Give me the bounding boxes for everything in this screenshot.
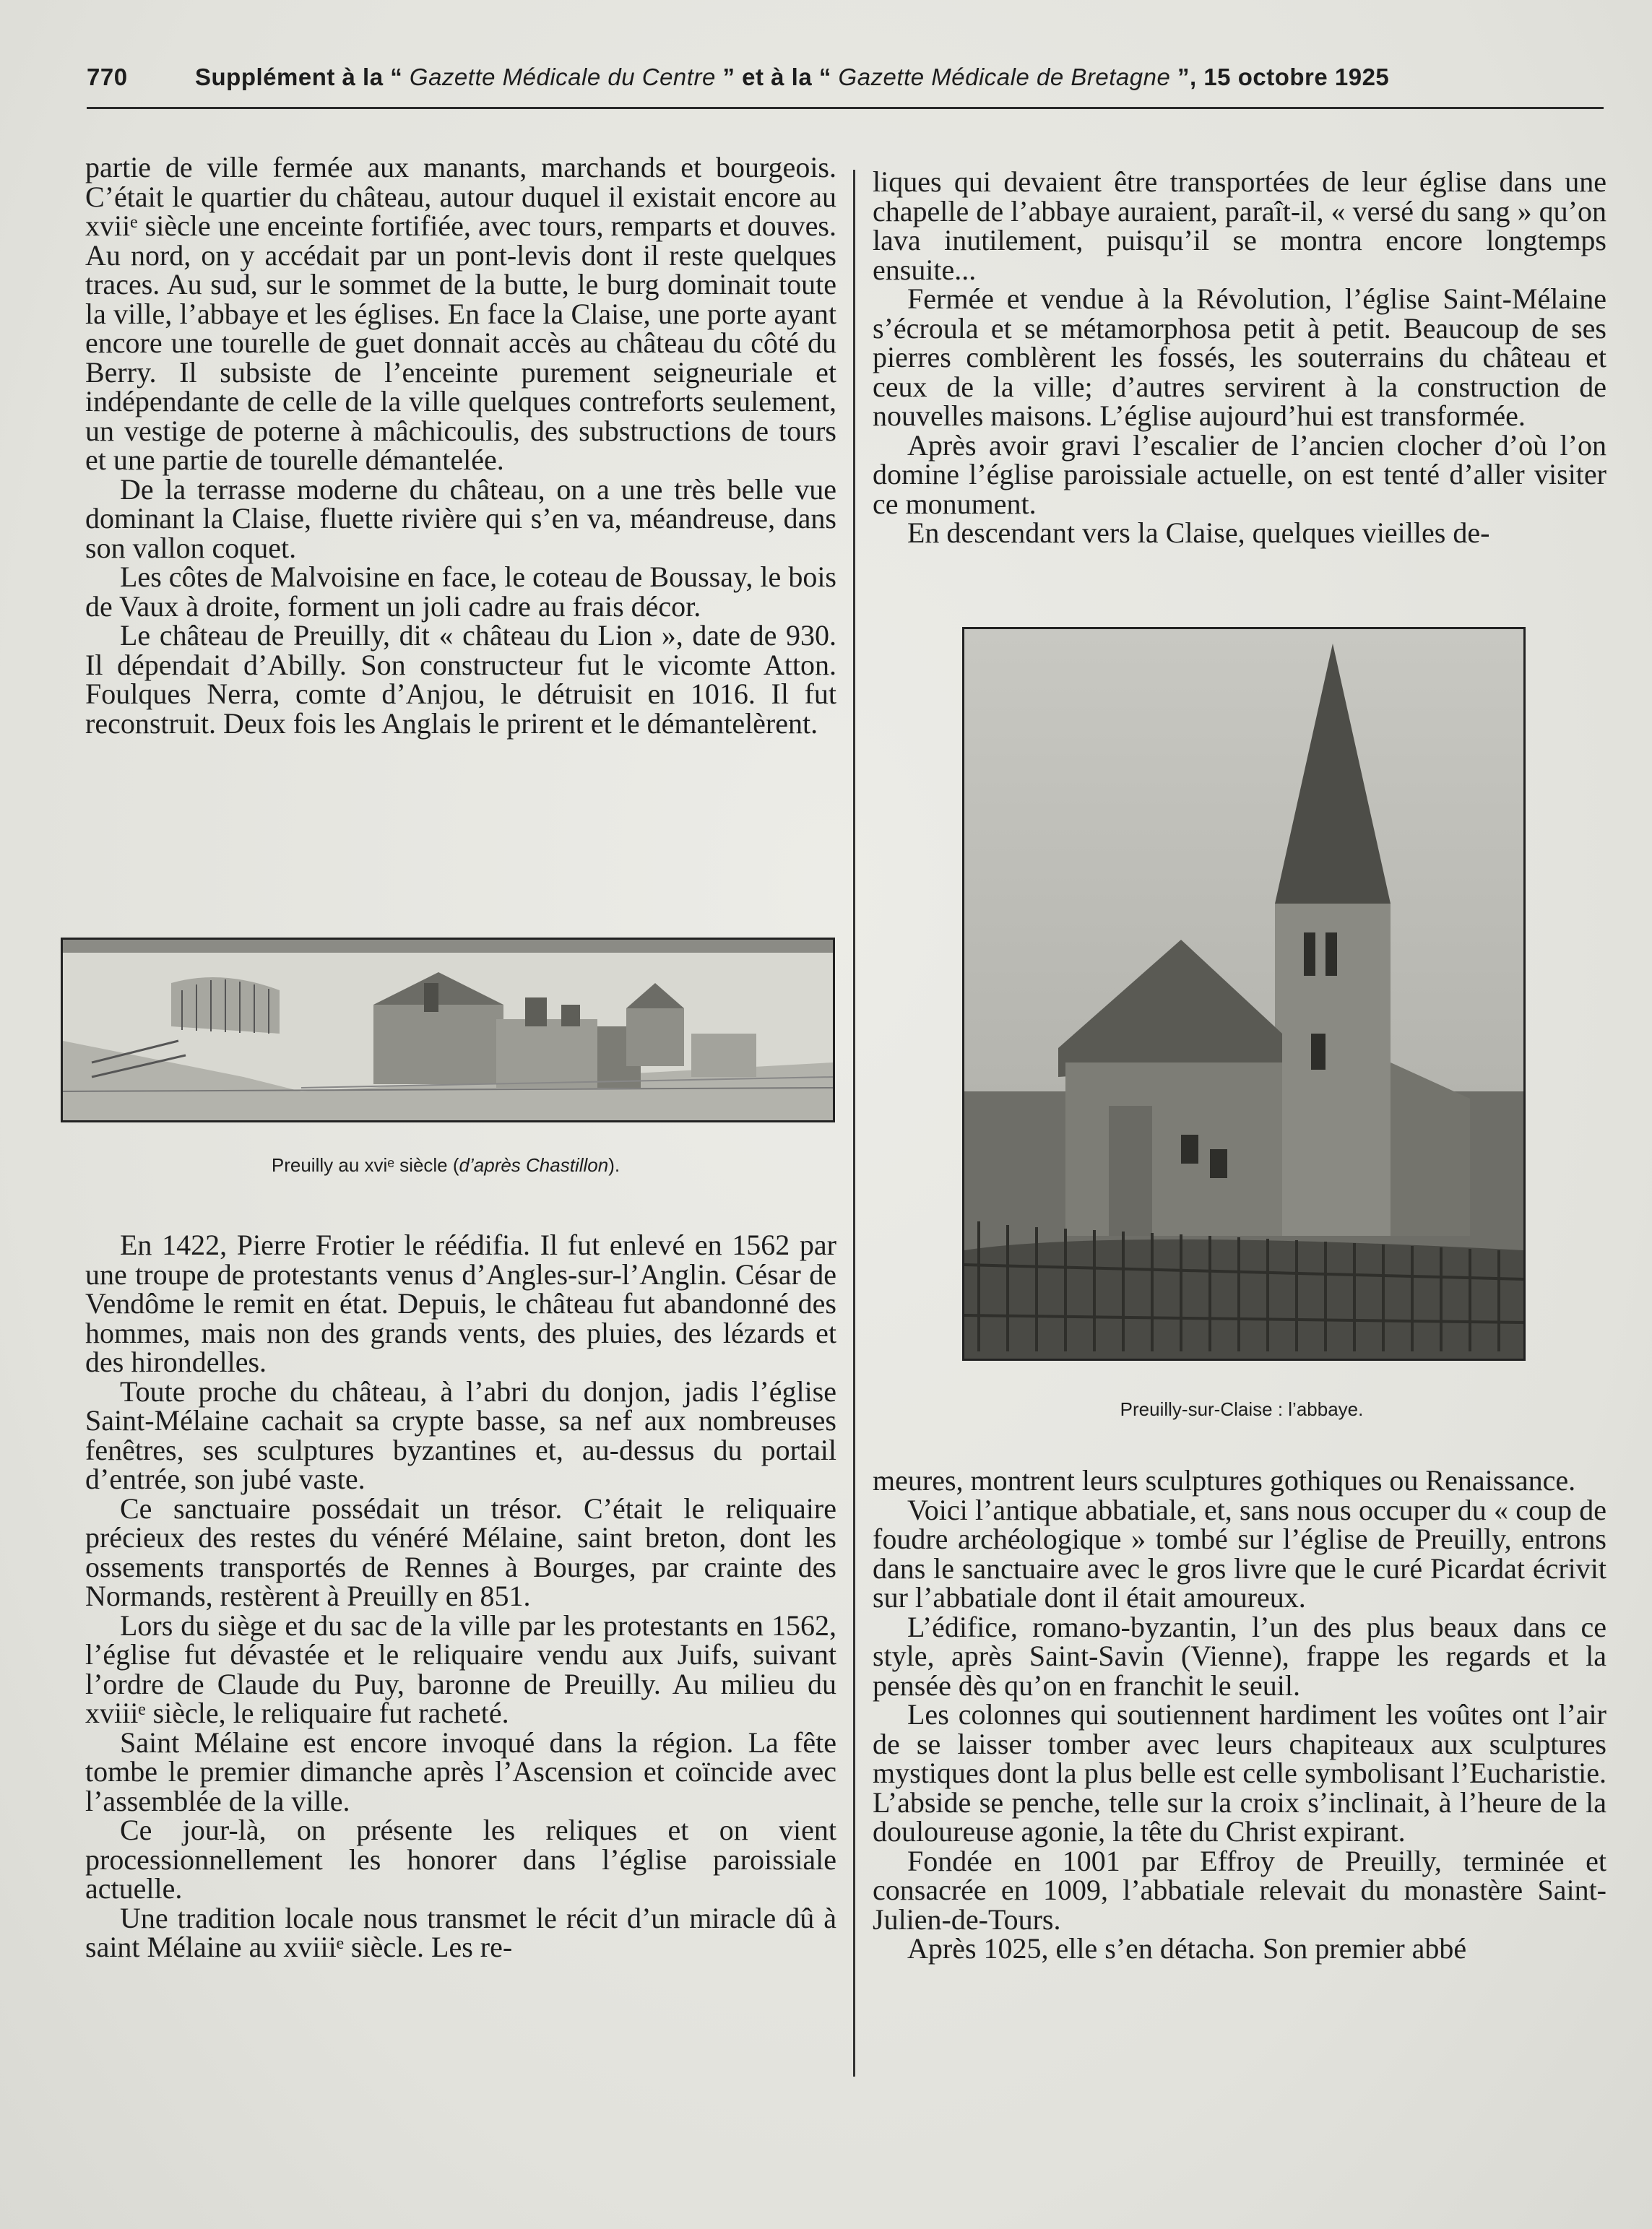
figure-castle-engraving: [61, 938, 835, 1198]
running-header: [87, 59, 1604, 103]
caption-italic: d’après Chastillon: [459, 1154, 609, 1176]
abbey-photo-drawing: [964, 629, 1523, 1359]
left-column-top: [85, 153, 836, 738]
figure-caption-abbey: Preuilly-sur-Claise : l’abbaye.: [1120, 1398, 1364, 1420]
paragraph: Après 1025, elle s’en détacha. Son premier abbé: [907, 1932, 1467, 1965]
right-column-bottom: [873, 1466, 1606, 1964]
paragraph: Toute proche du château, à l’abri du donjon, jadis l’église Saint-Mélaine cachait sa crypte basse, sa nef aux nombreuses fenêtres, ses sculptures byzantines et, au-dessus du portail d’entrée, son jubé vaste.: [85, 1375, 836, 1495]
caption-prefix: Preuilly au xviᵉ siècle (: [271, 1154, 459, 1176]
right-column-top: [873, 165, 1606, 549]
header-rule: [87, 107, 1604, 109]
paragraph: De la terrasse moderne du château, on a une très belle vue dominant la Claise, fluette rivière qui s’en va, méandreuse, dans son vallon coquet.: [85, 472, 836, 564]
paragraph: En descendant vers la Claise, quelques vieilles de-: [907, 516, 1490, 549]
paragraph: Après avoir gravi l’escalier de l’ancien clocher d’où l’on domine l’église paroissiale actuelle, on est tenté d’aller visiter ce monument.: [873, 428, 1606, 520]
column-divider: [853, 170, 855, 2077]
paragraph: Saint Mélaine est encore invoqué dans la région. La fête tombe le premier dimanche après l’Ascension et coïncide avec l’assemblée de la ville.: [85, 1726, 836, 1817]
paragraph: Une tradition locale nous transmet le récit d’un miracle dû à saint Mélaine au xviiiᵉ siècle. Les re-: [85, 1901, 836, 1963]
figure-caption-castle: [61, 1154, 831, 1177]
paragraph: Ce sanctuaire possédait un trésor. C’était le reliquaire précieux des restes du vénéré Mélaine, saint breton, dont les ossements transportés de Rennes à Bourges, par crainte des Normands, restèrent à Preuilly en 851.: [85, 1492, 836, 1612]
running-head-mid: ” et à la “: [715, 64, 839, 90]
running-head-prefix: Supplément à la “: [195, 64, 410, 90]
journal-name-centre: Gazette Médicale du Centre: [409, 64, 716, 90]
running-head-date: ”, 15 octobre 1925: [1170, 64, 1390, 90]
paragraph: partie de ville fermée aux manants, marchands et bourgeois. C’était le quartier du château, autour duquel il existait encore au xviiᵉ siècle une enceinte fortifiée, avec tours, remparts et douves. Au nord, on y accédait par un pont-levis dont il reste quelques traces. Au sud, sur le sommet de la butte, le burg dominait toute la ville, l’abbaye et les églises. En face la Claise, une porte ayant encore une tourelle de guet donnait accès au château du côté du Berry. Il subsiste de l’enceinte purement seigneuriale et indépendante de celle de la ville quelques contreforts seulement, un vestige de poterne à mâchicoulis, des substructions de tours et une partie de tourelle démantelée.: [85, 151, 836, 476]
paragraph: Le château de Preuilly, dit « château du Lion », date de 930. Il dépendait d’Abilly. Son constructeur fut le vicomte Atton. Foulques Nerra, comte d’Anjou, le détruisit en 1016. Il fut reconstruit. Deux fois les Anglais le prirent et le démantelèrent.: [85, 619, 836, 740]
paragraph: L’édifice, romano-byzantin, l’un des plus beaux dans ce style, après Saint-Savin (Vienne), frappe les regards et la pensée dès qu’on en franchit le seuil.: [873, 1610, 1606, 1702]
paragraph: Les colonnes qui soutiennent hardiment les voûtes ont l’air de se laisser tomber avec leurs chapiteaux aux sculptures mystiques dont la plus belle est celle symbolisant l’Eucharistie. L’abside se penche, telle sur la croix s’inclinait, à l’heure de la douloureuse agonie, la tête du Christ expirant.: [873, 1698, 1606, 1848]
page-number: 770: [87, 64, 128, 90]
paragraph: Fermée et vendue à la Révolution, l’église Saint-Mélaine s’écroula et se métamorphosa petit à petit. Beaucoup de ses pierres comblèrent les fossés, les souterrains du château et ceux de la ville; d’autres servirent à la construction de nouvelles maisons. L’église aujourd’hui est transformée.: [873, 282, 1606, 432]
journal-name-bretagne: Gazette Médicale de Bretagne: [838, 64, 1171, 90]
paragraph: Voici l’antique abbatiale, et, sans nous occuper du « coup de foudre archéologique » tombé sur l’église de Preuilly, entrons dans le sanctuaire avec le gros livre que le curé Picardat écrivit sur l’abbatiale dont il était amoureux.: [873, 1493, 1606, 1614]
running-head-title: [195, 64, 1389, 91]
paragraph: liques qui devaient être transportées de leur église dans une chapelle de l’abbaye auraient, paraît-il, « versé du sang » qu’on lava inutilement, puisqu’il se montra encore longtemps ensuite...: [873, 165, 1606, 286]
abbey-photo: [962, 627, 1526, 1361]
paragraph: Lors du siège et du sac de la ville par les protestants en 1562, l’église fut dévastée et le reliquaire vendu aux Juifs, suivant l’ordre de Claude du Puy, baronne de Preuilly. Au milieu du xviiiᵉ siècle, le reliquaire fut racheté.: [85, 1609, 836, 1729]
paragraph: Ce jour-là, on présente les reliques et on vient processionnellement les honorer dans l’église paroissiale actuelle.: [85, 1814, 836, 1905]
paragraph: En 1422, Pierre Frotier le réédifia. Il fut enlevé en 1562 par une troupe de protestants venus d’Angles-sur-l’Anglin. César de Vendôme le remit en état. Depuis, le château fut abandonné des hommes, mais non des grands vents, des pluies, des lézards et des hirondelles.: [85, 1229, 836, 1378]
paragraph: Les côtes de Malvoisine en face, le coteau de Boussay, le bois de Vaux à droite, forment un joli cadre au frais décor.: [85, 561, 836, 623]
caption-suffix: ).: [608, 1154, 620, 1176]
engraving-image: [61, 938, 835, 1122]
left-column-bottom: [85, 1231, 836, 1962]
castle-engraving-drawing: [63, 940, 833, 1120]
figure-abbey-photo: [962, 627, 1526, 1436]
paragraph: Fondée en 1001 par Effroy de Preuilly, terminée et consacrée en 1009, l’abbatiale relevait du monastère Saint-Julien-de-Tours.: [873, 1844, 1606, 1936]
paragraph: meures, montrent leurs sculptures gothiques ou Renaissance.: [873, 1464, 1576, 1497]
